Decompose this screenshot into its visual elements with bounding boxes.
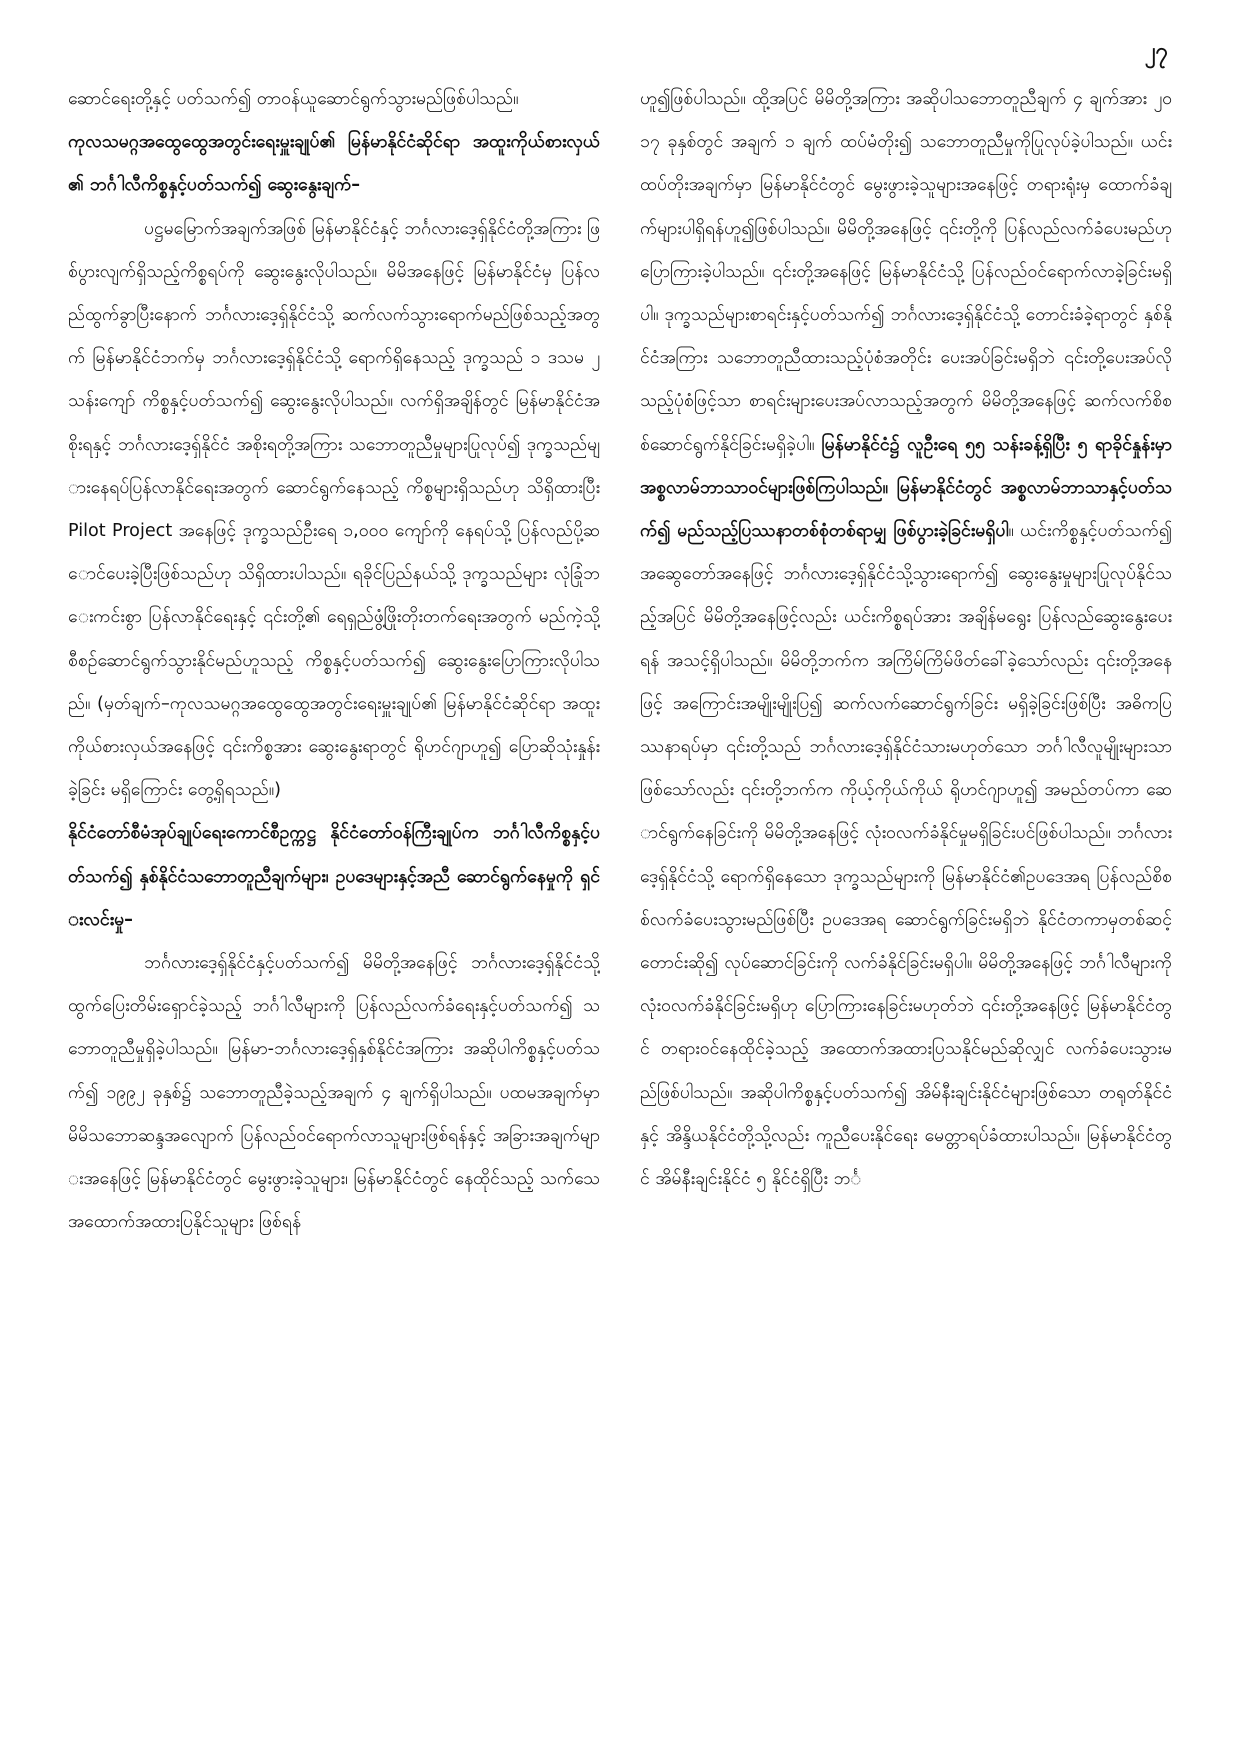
page-number: ၂၇ <box>1144 39 1168 64</box>
paragraph-repatriation-agreement: ဘင်္ဂလားဒေ့ရှ်နိုင်ငံနှင့်ပတ်သက်၍ မိမိတို့အနေဖြင့် ဘင်္ဂလားဒေ့ရှ်နိုင်ငံသို့ ထွက်ပြေးတိမ်းရှောင်ခဲ့သည့် ဘင်္ဂါလီများကို ပြန်လည်လက်ခံရေးနှင့်ပတ်သက်၍ သဘောတူညီမှုရှိခဲ့ပါသည်။ မြန်မာ-ဘင်္ဂလားဒေ့ရှ်နှစ်နိုင်ငံအကြား အဆိုပါကိစ္စနှင့်ပတ်သက်၍ ၁၉၉၂ ခုနှစ်၌ သဘောတူညီခဲ့သည့်အချက် ၄ ချက်ရှိပါသည်။ ပထမအချက်မှာ မိမိသဘောဆန္ဒအလျောက် ပြန်လည်ဝင်ရောက်လာသူများဖြစ်ရန်နှင့် အခြားအချက်များအနေဖြင့် မြန်မာနိုင်ငံတွင် မွေးဖွားခဲ့သူများ၊ မြန်မာနိုင်ငံတွင် နေထိုင်သည့် သက်သေအထောက်အထားပြနိုင်သူများ ဖြစ်ရန် <box>68 953 600 1233</box>
section-heading-special-envoy: ကုလသမဂ္ဂအထွေထွေအတွင်းရေးမှူးချုပ်၏ မြန်မာနိုင်ငံဆိုင်ရာ အထူးကိုယ်စားလှယ်၏ ဘင်္ဂါလီကိစ္စနှင့်ပတ်သက်၍ ဆွေးနွေးချက်– <box>68 132 600 196</box>
text-segment-bold: မြန်မာနိုင်ငံ၌ လူဦးရေ ၅၅ သန်းခန့်ရှိပြီး ၅ ရာခိုင်နှုန်းမှာ အစ္စလာမ်ဘာသာဝင်များဖြစ်ကြပါသည်။ မြန်မာနိုင်ငံတွင် အစ္စလာမ်ဘာသာနှင့်ပတ်သက်၍ မည်သည့်ပြဿနာတစ်စုံတစ်ရာမျှ ဖြစ်ပွားခဲ့ခြင်းမရှိပါ <box>640 434 1172 542</box>
text-segment: ။ ယင်းကိစ္စနှင့်ပတ်သက်၍ အဆွေတော်အနေဖြင့် ဘင်္ဂလားဒေ့ရှ်နိုင်ငံသို့သွားရောက်၍ ဆွေးနွေးမှုများပြုလုပ်နိုင်သည့်အပြင် မိမိတို့အနေဖြင့်လည်း ယင်းကိစ္စရပ်အား အချိန်မရွေး ပြန်လည်ဆွေးနွေးပေးရန် အသင့်ရှိပါသည်။ မိမိတို့ဘက်က အကြိမ်ကြိမ်ဖိတ်ခေါ်ခဲ့သော်လည်း ၎င်းတို့အနေဖြင့် အကြောင်းအမျိုးမျိုးပြ၍ ဆက်လက်ဆောင်ရွက်ခြင်း မရှိခဲ့ခြင်းဖြစ်ပြီး အဓိကပြဿနာရပ်မှာ ၎င်းတို့သည် ဘင်္ဂလားဒေ့ရှ်နိုင်ငံသားမဟုတ်သော ဘင်္ဂါလီလူမျိုးများသာဖြစ်သော်လည်း ၎င်းတို့ဘက်က ကိုယ့်ကိုယ်ကိုယ် ရိုဟင်ဂျာဟူ၍ အမည်တပ်ကာ ဆောင်ရွက်နေခြင်းကို မိမိတို့အနေဖြင့် လုံးဝလက်ခံနိုင်မှုမရှိခြင်းပင်ဖြစ်ပါသည်။ ဘင်္ဂလားဒေ့ရှ်နိုင်ငံသို့ ရောက်ရှိနေသော ဒုက္ခသည်များကို မြန်မာနိုင်ငံ၏ဥပဒေအရ ပြန်လည်စိစစ်လက်ခံပေးသွားမည်ဖြစ်ပြီး ဥပဒေအရ ဆောင်ရွက်ခြင်းမရှိဘဲ နိုင်ငံတကာမှတစ်ဆင့်တောင်းဆို၍ လုပ်ဆောင်ခြင်းကို လက်ခံနိုင်ခြင်းမရှိပါ။ မိမိတို့အနေဖြင့် ဘင်္ဂါလီများကို လုံးဝလက်ခံနိုင်ခြင်းမရှိဟု ပြောကြားနေခြင်းမဟုတ်ဘဲ ၎င်းတို့အနေဖြင့် မြန်မာနိုင်ငံတွင် တရားဝင်နေထိုင်ခဲ့သည့် အထောက်အထားပြသနိုင်မည်ဆိုလျှင် လက်ခံပေးသွားမည်ဖြစ်ပါသည်။ အဆိုပါကိစ္စနှင့်ပတ်သက်၍ အိမ်နီးချင်းနိုင်ငံများဖြစ်သော တရုတ်နိုင်ငံနှင့် အိန္ဒိယနိုင်ငံတို့သို့လည်း ကူညီပေးနိုင်ရေး မေတ္တာရပ်ခံထားပါသည်။ မြန်မာနိုင်ငံတွင် အိမ်နီးချင်းနိုင်ငံ ၅ နိုင်ငံရှိပြီး ဘင်္ <box>640 521 1172 1190</box>
left-column <box>68 78 600 1688</box>
text-segment: ဟူ၍ဖြစ်ပါသည်။ ထို့အပြင် မိမိတို့အကြား အဆိုပါသဘောတူညီချက် ၄ ချက်အား ၂၀၁၇ ခုနှစ်တွင် အချက် ၁ ချက် ထပ်မံတိုး၍ သဘောတူညီမှုကိုပြုလုပ်ခဲ့ပါသည်။ ယင်းထပ်တိုးအချက်မှာ မြန်မာနိုင်ငံတွင် မွေးဖွားခဲ့သူများအနေဖြင့် တရားရုံးမှ ထောက်ခံချက်များပါရှိရန်ဟူ၍ဖြစ်ပါသည်။ မိမိတို့အနေဖြင့် ၎င်းတို့ကို ပြန်လည်လက်ခံပေးမည်ဟု ပြောကြားခဲ့ပါသည်။ ၎င်းတို့အနေဖြင့် မြန်မာနိုင်ငံသို့ ပြန်လည်ဝင်ရောက်လာခဲ့ခြင်းမရှိပါ။ ဒုက္ခသည်များစာရင်းနှင့်ပတ်သက်၍ ဘင်္ဂလားဒေ့ရှ်နိုင်ငံသို့ တောင်းခံခဲ့ရာတွင် နှစ်နိုင်ငံအကြား သဘောတူညီထားသည့်ပုံစံအတိုင်း ပေးအပ်ခြင်းမရှိဘဲ ၎င်းတို့ပေးအပ်လိုသည့်ပုံစံဖြင့်သာ စာရင်းများပေးအပ်လာသည့်အတွက် မိမိတို့အနေဖြင့် ဆက်လက်စိစစ်ဆောင်ရွက်နိုင်ခြင်းမရှိခဲ့ပါ။ <box>640 89 1172 455</box>
paragraph-envoy-discussion: ပဋ္ဌမမြောက်အချက်အဖြစ် မြန်မာနိုင်ငံနှင့် ဘင်္ဂလားဒေ့ရှ်နိုင်ငံတို့အကြား ဖြစ်ပွားလျက်ရှိသည့်ကိစ္စရပ်ကို ဆွေးနွေးလိုပါသည်။ မိမိအနေဖြင့် မြန်မာနိုင်ငံမှ ပြန်လည်ထွက်ခွာပြီးနောက် ဘင်္ဂလားဒေ့ရှ်နိုင်ငံသို့ ဆက်လက်သွားရောက်မည်ဖြစ်သည့်အတွက် မြန်မာနိုင်ငံဘက်မှ ဘင်္ဂလားဒေ့ရှ်နိုင်ငံသို့ ရောက်ရှိနေသည့် ဒုက္ခသည် ၁ ဒသမ ၂ သန်းကျော် ကိစ္စနှင့်ပတ်သက်၍ ဆွေးနွေးလိုပါသည်။ လက်ရှိအချိန်တွင် မြန်မာနိုင်ငံအစိုးရနှင့် ဘင်္ဂလားဒေ့ရှ်နိုင်ငံ အစိုးရတို့အကြား သဘောတူညီမှုများပြုလုပ်၍ ဒုက္ခသည်များနေရပ်ပြန်လာနိုင်ရေးအတွက် ဆောင်ရွက်နေသည့် ကိစ္စများရှိသည်ဟု သိရှိထားပြီး Pilot Project အနေဖြင့် ဒုက္ခသည်ဦးရေ ၁,၀၀၀ ကျော်ကို နေရပ်သို့ ပြန်လည်ပို့ဆောင်ပေးခဲ့ပြီးဖြစ်သည်ဟု သိရှိထားပါသည်။ ရခိုင်ပြည်နယ်သို့ ဒုက္ခသည်များ လုံခြုံဘေးကင်းစွာ ပြန်လာနိုင်ရေးနှင့် ၎င်းတို့၏ ရေရှည်ဖွံ့ဖြိုးတိုးတက်ရေးအတွက် မည်ကဲ့သို့စီစဉ်ဆောင်ရွက်သွားနိုင်မည်ဟူသည့် ကိစ္စနှင့်ပတ်သက်၍ ဆွေးနွေးပြောကြားလိုပါသည်။ (မှတ်ချက်–ကုလသမဂ္ဂအထွေထွေအတွင်းရေးမှူးချုပ်၏ မြန်မာနိုင်ငံဆိုင်ရာ အထူးကိုယ်စားလှယ်အနေဖြင့် ၎င်းကိစ္စအား ဆွေးနွေးရာတွင် ရိုဟင်ဂျာဟူ၍ ပြောဆိုသုံးနှုန်းခဲ့ခြင်း မရှိကြောင်း တွေ့ရှိရသည်။) <box>68 218 600 801</box>
article-body <box>68 78 1172 1688</box>
paragraph-continuation: ဆောင်ရေးတို့နှင့် ပတ်သက်၍ တာဝန်ယူဆောင်ရွက်သွားမည်ဖြစ်ပါသည်။ <box>68 89 519 109</box>
section-heading-chairman-explanation: နိုင်ငံတော်စီမံအုပ်ချုပ်ရေးကောင်စီဥက္ကဋ္ဌ နိုင်ငံတော်ဝန်ကြီးချုပ်က ဘင်္ဂါလီကိစ္စနှင့်ပတ်သက်၍ နှစ်နိုင်ငံသဘောတူညီချက်များ၊ ဥပဒေများနှင့်အညီ ဆောင်ရွက်နေမှုကို ရှင်းလင်းမှု– <box>68 823 600 930</box>
right-column <box>640 78 1172 1688</box>
paragraph-right-continuation <box>640 78 1172 1201</box>
